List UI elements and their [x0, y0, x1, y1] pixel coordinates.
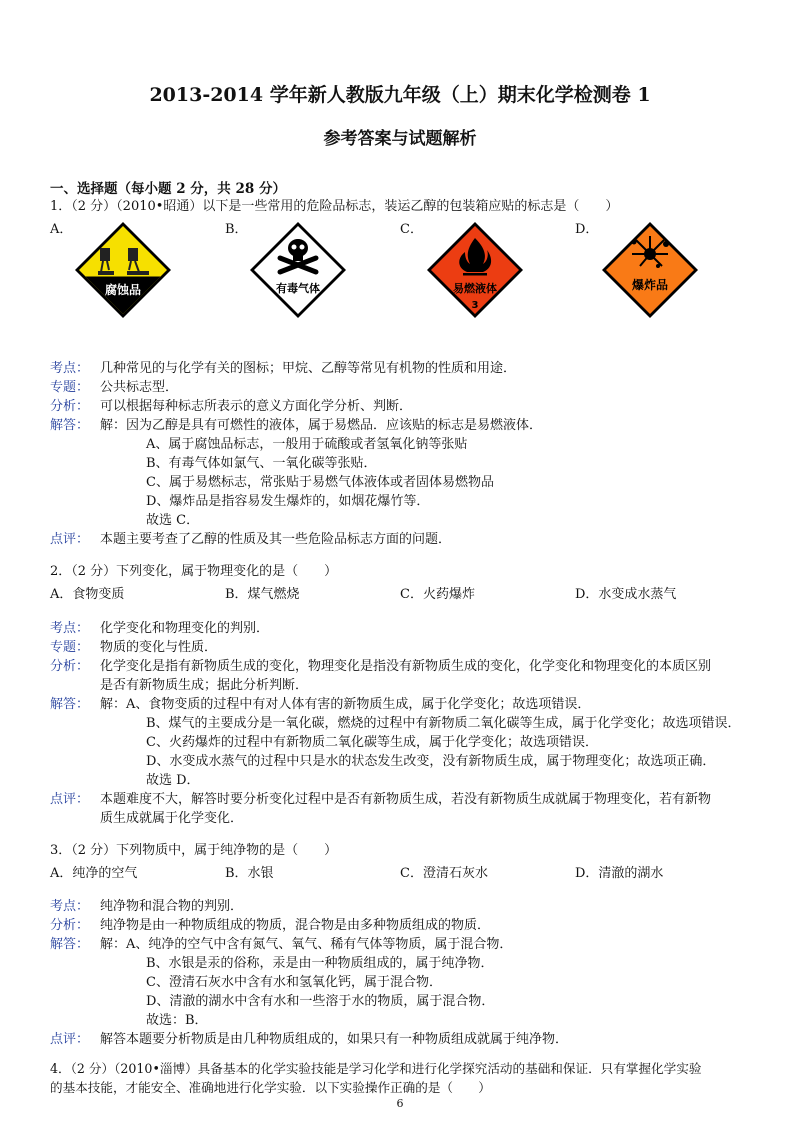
q3-option-b: B．水银 [225, 866, 274, 881]
q2-option-c: C．火药爆炸 [400, 587, 475, 602]
q2-dianping-line: 质生成就属于化学变化． [100, 811, 244, 826]
q4-stem-line: 的基本技能，才能安全、准确地进行化学实验．以下实验操作正确的是（ ） [50, 1080, 491, 1095]
q3-jieda-line: D、清澈的湖水中含有水和一些溶于水的物质，属于混合物． [146, 994, 495, 1009]
q2-jieda-line: C、火药爆炸的过程中有新物质二氧化碳等生成，属于化学变化；故选项错误． [146, 735, 598, 750]
q1-jieda-line: B、有毒气体如氯气、一氧化碳等张贴． [146, 456, 377, 471]
q3-jieda-line: C、澄清石灰水中含有水和氢氧化钙，属于混合物． [146, 975, 442, 990]
toxic-gas-sign-label: 有毒气体 [276, 282, 320, 295]
q4-stem: 4．（2 分）（2010•淄博）具备基本的化学实验技能是学习化学和进行化学探究活动的基础和保证．只有掌握化学实验 [50, 1061, 702, 1076]
q2-option-a: A．食物变质 [50, 587, 125, 602]
q3-jieda-line: B、水银是汞的俗称，汞是由一种物质组成的，属于纯净物． [146, 956, 494, 971]
corrosive-sign-label: 腐蚀品 [104, 283, 142, 297]
q2-stem: 2．（2 分）下列变化，属于物理变化的是（ ） [50, 564, 338, 579]
explosive-sign-label: 爆炸品 [631, 278, 669, 292]
page-number: 6 [396, 1097, 404, 1110]
q3-option-c: C．澄清石灰水 [400, 866, 488, 881]
q2-jieda-line: B、煤气的主要成分是一氧化碳，燃烧的过程中有新物质二氧化碳等生成，属于化学变化；故选项错误． [146, 716, 741, 731]
flammable-liquid-sign-icon [425, 220, 525, 320]
q1-jieda-line: C、属于易燃标志，常张贴于易燃气体液体或者固体易燃物品 [146, 475, 494, 490]
q2-fenxi-line: 是否有新物质生成；据此分析判断． [100, 678, 309, 693]
q3-option-d: D．清澈的湖水 [575, 866, 664, 881]
q3-stem: 3．（2 分）下列物质中，属于纯净物的是（ ） [50, 843, 338, 858]
section-heading: 一、选择题（每小题 2 分，共 28 分） [50, 181, 286, 197]
q3-option-a: A．纯净的空气 [50, 866, 138, 881]
page-title: 2013-2014 学年新人教版九年级（上）期末化学检测卷 1 [149, 84, 651, 106]
q1-jieda-line: 故选 C． [146, 513, 200, 528]
q1-option-a: A． [50, 222, 73, 237]
flammable-liquid-sign-class: 3 [471, 300, 479, 311]
q2-jieda-line: D、水变成水蒸气的过程中只是水的状态发生改变，没有新物质生成，属于物理变化；故选项正确． [146, 754, 716, 769]
q2-option-b: B．煤气燃烧 [225, 587, 300, 602]
corrosive-sign-icon [73, 220, 173, 320]
q1-option-c: C． [400, 222, 423, 237]
toxic-gas-sign-icon [248, 220, 348, 320]
flammable-liquid-sign-label: 易燃液体 [453, 282, 497, 295]
q1-stem: 1．（2 分）（2010•昭通）以下是一些常用的危险品标志，装运乙醇的包装箱应贴的标志是（ ） [50, 199, 619, 214]
q3-jieda-line: 故选：B． [146, 1013, 208, 1028]
page-subtitle: 参考答案与试题解析 [323, 129, 477, 149]
explosive-sign-icon [600, 220, 700, 320]
q1-option-b: B． [225, 222, 248, 237]
q2-jieda-line: 故选 D． [146, 773, 200, 788]
q1-option-d: D． [575, 222, 599, 237]
q1-jieda-line: A、属于腐蚀品标志，一般用于硫酸或者氢氧化钠等张贴 [146, 437, 468, 452]
q1-jieda-line: D、爆炸品是指容易发生爆炸的，如烟花爆竹等． [146, 494, 430, 509]
q2-option-d: D．水变成水蒸气 [575, 587, 677, 602]
